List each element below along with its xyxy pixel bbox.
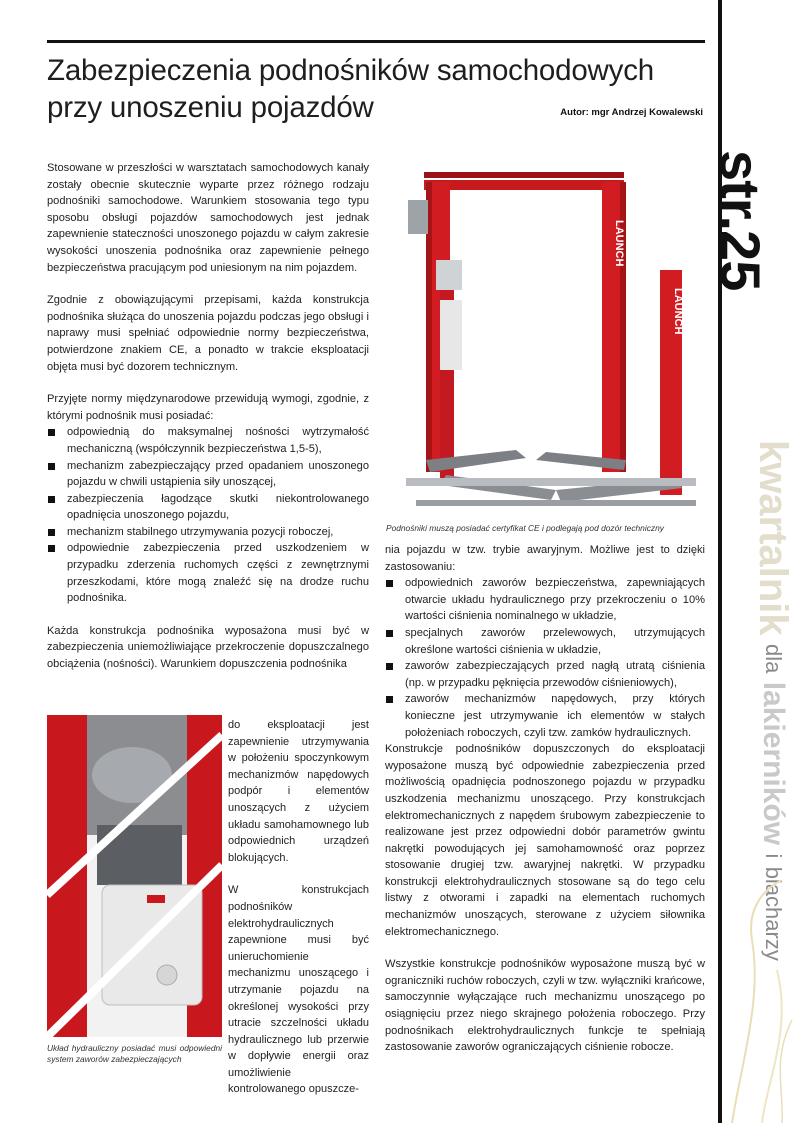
magazine-word-3: lakierników — [757, 681, 790, 846]
lift-photo-caption: Podnośniki muszą posiadać certyfikat CE i podlegają pod dozór techniczny — [386, 523, 664, 533]
paragraph: Stosowane w przeszłości w warsztatach samochodowych kanały zostały obecnie skutecznie wyparte przez różnego rodzaju podnośniki samochodowe. Warunkiem stosowania tego typu sposobu obsługi pojazdów samochodowych jest jednak zapewnienie stateczności unoszonego pojazdu w całym zakresie wysokości unoszenia podnośnika oraz zapewnienie pełnego bezpieczeństwa pracującym pod uniesionym na nim pojazdem. — [47, 162, 369, 274]
title-line-1: Zabezpieczenia podnośników samochodowych — [47, 54, 654, 87]
list-item: mechanizm stabilnego utrzymywania pozycji roboczej, — [47, 524, 369, 541]
hydraulic-unit-illustration — [47, 715, 222, 1037]
magazine-word-4: blacharzy — [761, 866, 786, 961]
page-number: str.25 — [709, 150, 772, 291]
left-column — [47, 160, 369, 673]
paragraph: Zgodnie z obowiązującymi przepisami, każda konstrukcja podnośnika służąca do unoszenia pojazdu podczas jego obsługi i naprawy musi spełniać odpowiednie normy bezpieczeństwa, potwierdzone znakiem CE, a ponadto w trakcie eksploatacji objęta musi być dozorem technicznym. — [47, 294, 369, 373]
hydraulic-photo-caption: Układ hydrauliczny posiadać musi odpowiedni system zaworów zabezpieczających — [47, 1043, 222, 1064]
list-item: odpowiednią do maksymalnej nośności wytrzymałość mechaniczną (współczynnik bezpieczeństwa 1,5-5), — [47, 424, 369, 457]
list-item: specjalnych zaworów przelewowych, utrzymujących określone wartości ciśnienia w układzie, — [385, 625, 705, 658]
paragraph: Wszystkie konstrukcje podnośników wyposażone muszą być w ograniczniki ruchów roboczych, czyli w tzw. wyłączniki krańcowe, samoczynnie wyłączające ruch mechanizmu unoszącego po osiągnięciu przez niego skrajnego położenia roboczego. Przy podnośnikach elektrohydraulicznych funkcje te spełniają zastosowanie zaworów ograniczających ciśnienie robocze. — [385, 958, 705, 1054]
magazine-sep: i — [761, 853, 786, 859]
right-column — [385, 542, 705, 1056]
list-item: mechanizm zabezpieczający przed opadaniem unoszonego pojazdu w chwili ustąpienia siły unoszącej, — [47, 458, 369, 491]
author-byline: Autor: mgr Andrzej Kowalewski — [560, 107, 703, 118]
title-line-2: przy unoszeniu pojazdów — [47, 91, 374, 124]
lift-brand-label: LAUNCH — [613, 220, 625, 267]
lift-brand-label-2: LAUNCH — [672, 288, 684, 335]
paragraph: Przyjęte normy międzynarodowe przewidują wymogi, zgodnie, z którymi podnośnik musi posiadać: — [47, 393, 369, 422]
two-post-lift-illustration — [386, 160, 706, 518]
top-rule — [47, 40, 705, 43]
paragraph: nia pojazdu w tzw. trybie awaryjnym. Możliwe jest to dzięki zastosowaniu: — [385, 544, 705, 573]
valves-list — [385, 575, 705, 741]
list-item: zaworów zabezpieczających przed nagłą utratą ciśnienia (np. w przypadku pęknięcia przewodów ciśnieniowych), — [385, 658, 705, 691]
paragraph: W konstrukcjach podnośników elektrohydraulicznych zapewnione musi być unieruchomienie mechanizmu unoszącego i utrzymanie pojazdu na określonej wysokości przy utracie szczelności układu hydraulicznego lub przerwie w dopływie energii oraz umożliwienie kontrolowanego opuszcze- — [228, 884, 369, 1096]
hydraulic-photo — [47, 715, 222, 1037]
list-item: odpowiednie zabezpieczenia przed uszkodzeniem w przypadku zderzenia ruchomych części z zewnętrznymi przeszkodami, które mogą znaleźć się na drodze ruchu podnośnika. — [47, 540, 369, 606]
lift-photo — [386, 160, 706, 518]
requirements-list — [47, 424, 369, 607]
magazine-word-2: dla — [761, 644, 786, 674]
list-item: zaworów mechanizmów napędowych, przy których konieczne jest utrzymywanie ich elementów w stałych położeniach roboczych, czyli tzw. zamków hydraulicznych. — [385, 691, 705, 741]
paragraph: Każda konstrukcja podnośnika wyposażona musi być w zabezpieczenia uniemożliwiające przekroczenie dopuszczalnego obciążenia (nośności). Warunkiem dopuszczenia podnośnika — [47, 624, 369, 671]
list-item: odpowiednich zaworów bezpieczeństwa, zapewniających otwarcie układu hydraulicznego przy przekroczeniu o 10% wartości ciśnienia nominalnego w układzie, — [385, 575, 705, 625]
left-narrow-column — [228, 717, 369, 1098]
paragraph: Konstrukcje podnośników dopuszczonych do eksploatacji wyposażone muszą być odpowiednie zabezpieczenia przed możliwością opadnięcia podnoszonego pojazdu w przypadku uszkodzenia mechanizmu unoszącego. Przy konstrukcjach elektromechanicznych z napędem śrubowym zabezpieczenie to realizowane jest przez odpowiedni dobór parametrów gwintu nakrętki powodujących jej samohamowność oraz poprzez stosowanie drugiej tzw. awaryjnej nakrętki. W przypadku konstrukcji elektrohydraulicznych stosowane są do tego celu listwy z otworami i zapadki na elementach ruchomych mechanizmów unoszących, sterowane z użyciem siłownika elektromechanicznego. — [385, 743, 705, 938]
list-item: zabezpieczenia łagodzące skutki niekontrolowanego opadnięcia unoszonego pojazdu, — [47, 491, 369, 524]
decorative-swirl — [722, 880, 795, 1123]
paragraph: do eksploatacji jest zapewnienie utrzymywania w położeniu spoczynkowym mechanizmów napędowych podpór i elementów unoszących z użyciem układu samohamownego lub odpowiednich urządzeń blokujących. — [228, 719, 369, 864]
magazine-word-1: kwartalnik — [751, 440, 795, 636]
